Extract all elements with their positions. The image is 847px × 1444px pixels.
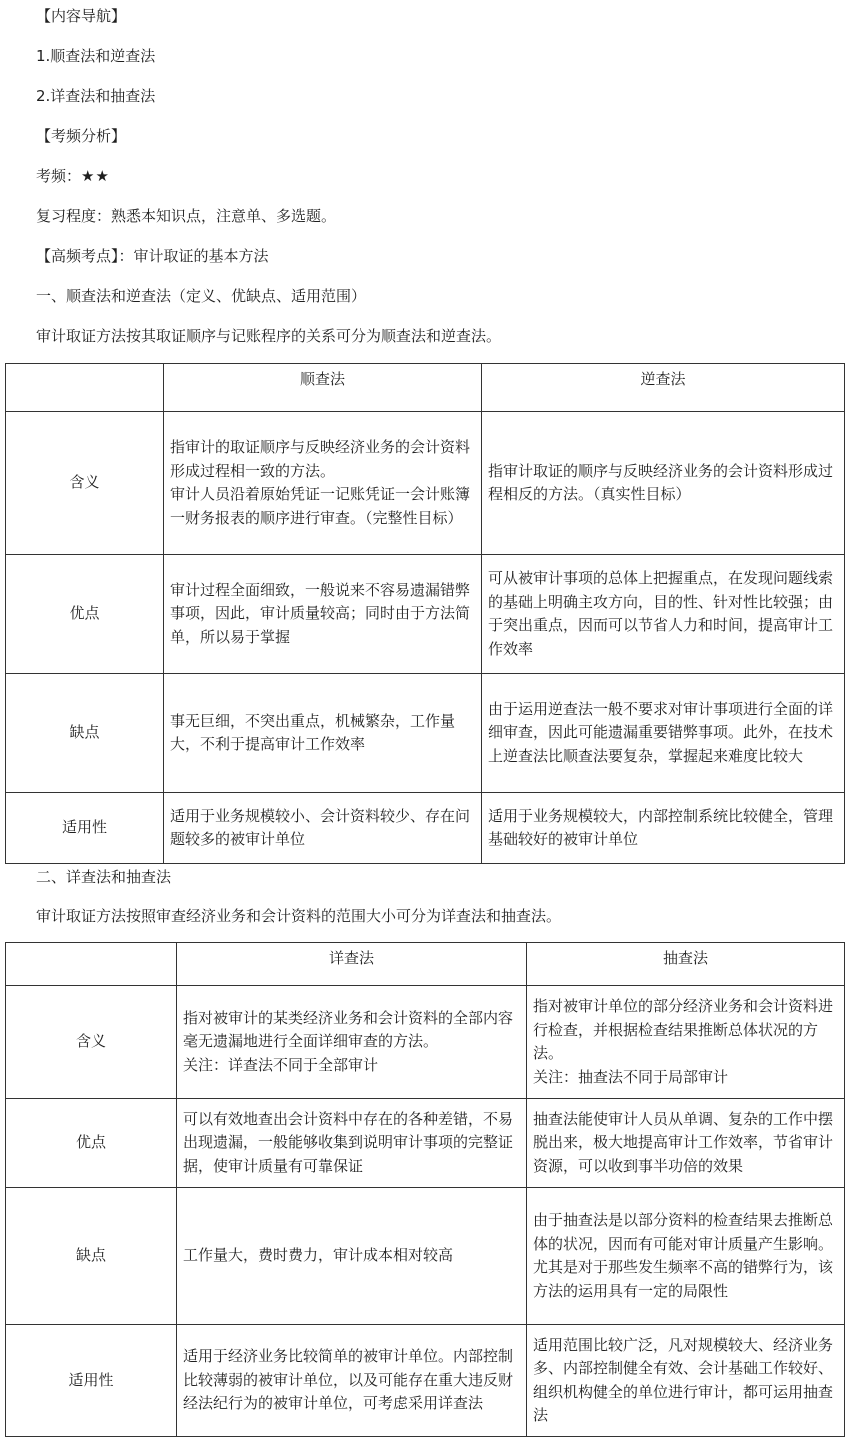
table-cell xyxy=(164,555,482,674)
cell-text: 适用于经济业务比较简单的被审计单位。内部控制比较薄弱的被审计单位，以及可能存在重大违反财经法纪行为的被审计单位，可考虑采用详查法 xyxy=(183,1347,514,1413)
freq-label: 考频： xyxy=(36,167,82,185)
cell-text: 审计过程全面细致，一般说来不容易遗漏错弊事项，因此，审计质量较高；同时由于方法简单，所以易于掌握 xyxy=(170,580,471,646)
review-level: 复习程度：熟悉本知识点，注意单、多选题。 xyxy=(36,207,337,225)
freq-line xyxy=(36,166,110,186)
cell-text: 适用于业务规模较小、会计资料较少、存在问题较多的被审计单位 xyxy=(170,806,471,848)
table-row xyxy=(6,674,845,793)
cell-text: 关注：抽查法不同于局部审计 xyxy=(533,1067,729,1086)
freq-heading: 【考频分析】 xyxy=(36,127,127,145)
table-cell xyxy=(177,1099,527,1188)
table-cell xyxy=(177,1188,527,1325)
table-row xyxy=(6,986,845,1099)
table-cell xyxy=(177,1325,527,1437)
table-header-cell: 抽查法 xyxy=(527,943,845,986)
nav-heading: 【内容导航】 xyxy=(36,7,127,25)
row-label: 优点 xyxy=(6,555,164,674)
table-cell xyxy=(164,674,482,793)
table-cell xyxy=(527,986,845,1099)
table-row xyxy=(6,555,845,674)
cell-text: 适用范围比较广泛，凡对规模较大、经济业务多、内部控制健全有效、会计基础工作较好、组织机构健全的单位进行审计，都可运用抽查法 xyxy=(533,1335,834,1424)
section1-desc: 审计取证方法按其取证顺序与记账程序的关系可分为顺查法和逆查法。 xyxy=(36,327,502,345)
table-header-row xyxy=(6,364,845,412)
table-row xyxy=(6,412,845,555)
table-cell xyxy=(164,793,482,864)
table-row xyxy=(6,1188,845,1325)
row-label: 适用性 xyxy=(6,793,164,864)
table-cell xyxy=(482,793,845,864)
row-label: 优点 xyxy=(6,1099,177,1188)
cell-text: 由于运用逆查法一般不要求对审计事项进行全面的详细审查，因此可能遗漏重要错弊事项。此外，在技术上逆查法比顺查法要复杂，掌握起来难度比较大 xyxy=(488,699,834,765)
cell-text: 可以有效地查出会计资料中存在的各种差错，不易出现遗漏，一般能够收集到说明审计事项的完整证据，使审计质量有可靠保证 xyxy=(183,1109,514,1175)
cell-text: 指对被审计单位的部分经济业务和会计资料进行检查，并根据检查结果推断总体状况的方法。 xyxy=(533,997,834,1062)
cell-text: 可从被审计事项的总体上把握重点，在发现问题线索的基础上明确主攻方向，目的性、针对性比较强；由于突出重点，因而可以节省人力和时间，提高审计工作效率 xyxy=(488,569,834,658)
table-cell xyxy=(527,1099,845,1188)
cell-text: 工作量大，费时费力，审计成本相对较高 xyxy=(183,1246,454,1265)
nav-item: 2.详查法和抽查法 xyxy=(36,87,156,105)
row-label: 缺点 xyxy=(6,1188,177,1325)
section2-desc: 审计取证方法按照审查经济业务和会计资料的范围大小可分为详查法和抽查法。 xyxy=(36,907,562,925)
table-row xyxy=(6,793,845,864)
cell-text: 抽查法能使审计人员从单调、复杂的工作中摆脱出来，极大地提高审计工作效率，节省审计资源，可以收到事半功倍的效果 xyxy=(533,1109,834,1175)
row-label: 含义 xyxy=(6,986,177,1099)
row-label: 缺点 xyxy=(6,674,164,793)
table-header-cell xyxy=(6,943,177,986)
key-point: 【高频考点】：审计取证的基本方法 xyxy=(36,247,269,265)
row-label: 适用性 xyxy=(6,1325,177,1437)
table-cell xyxy=(527,1325,845,1437)
cell-text: 指对被审计的某类经济业务和会计资料的全部内容毫无遗漏地进行全面详细审查的方法。 xyxy=(183,1008,514,1051)
cell-text: 由于抽查法是以部分资料的检查结果去推断总体的状况，因而有可能对审计质量产生影响。尤其是对于那些发生频率不高的错弊行为，该方法的运用具有一定的局限性 xyxy=(533,1211,834,1300)
table-header-cell: 顺查法 xyxy=(164,364,482,412)
section2-title: 二、详查法和抽查法 xyxy=(36,868,172,886)
cell-text: 审计人员沿着原始凭证一记账凭证一会计账簿一财务报表的顺序进行审查。（完整性目标） xyxy=(170,485,471,527)
cell-text: 指审计的取证顺序与反映经济业务的会计资料形成过程相一致的方法。 xyxy=(170,438,471,480)
table-header-row xyxy=(6,943,845,986)
table-header-cell xyxy=(6,364,164,412)
table-header-cell: 详查法 xyxy=(177,943,527,986)
table-cell xyxy=(482,412,845,555)
table-sequential-reverse xyxy=(5,363,845,864)
cell-text: 关注：详查法不同于全部审计 xyxy=(183,1055,379,1074)
table-cell xyxy=(177,986,527,1099)
table-row xyxy=(6,1325,845,1437)
table-cell xyxy=(527,1188,845,1325)
table-cell xyxy=(164,412,482,555)
freq-stars: ★★ xyxy=(81,167,110,185)
table-row xyxy=(6,1099,845,1188)
table-detailed-sampling xyxy=(5,942,845,1437)
table-cell xyxy=(482,555,845,674)
cell-text: 适用于业务规模较大，内部控制系统比较健全，管理基础较好的被审计单位 xyxy=(488,806,834,848)
cell-text: 事无巨细，不突出重点，机械繁杂，工作量大，不利于提高审计工作效率 xyxy=(170,711,456,753)
cell-text: 指审计取证的顺序与反映经济业务的会计资料形成过程相反的方法。（真实性目标） xyxy=(488,461,834,503)
nav-item: 1.顺查法和逆查法 xyxy=(36,47,156,65)
table-cell xyxy=(482,674,845,793)
section1-title: 一、顺查法和逆查法（定义、优缺点、适用范围） xyxy=(36,287,367,305)
row-label: 含义 xyxy=(6,412,164,555)
table-header-cell: 逆查法 xyxy=(482,364,845,412)
